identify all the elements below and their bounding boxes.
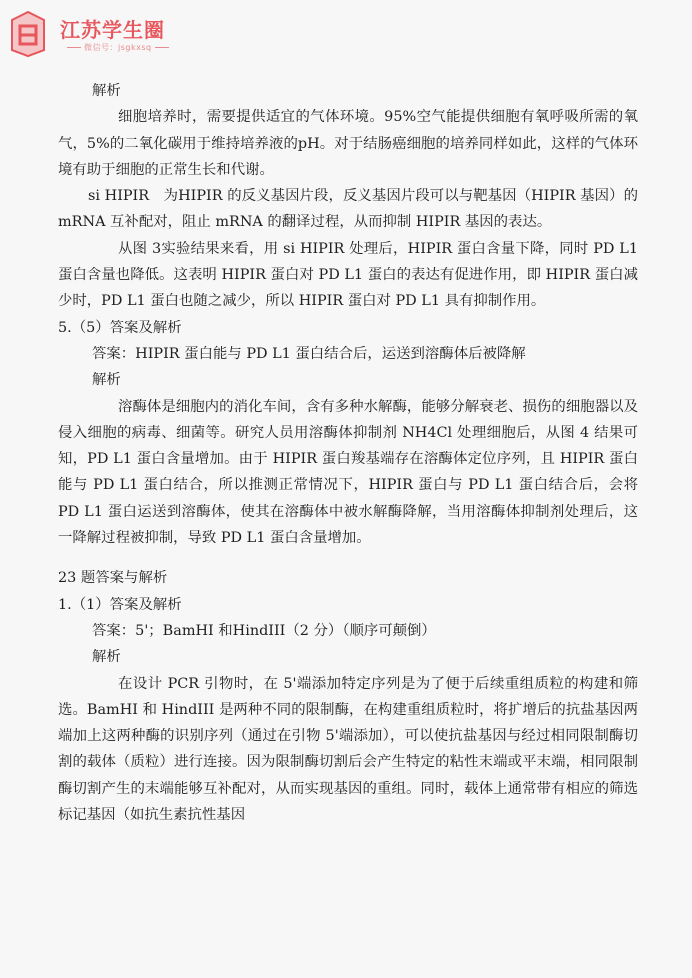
heading-analysis-5: 解析 [92, 372, 121, 389]
answer-1: 答案：5'；BamHI 和HindIII（2 分）（顺序可颠倒） [92, 622, 436, 639]
paragraph-pcr-primer: 在设计 PCR 引物时，在 5'端添加特定序列是为了便于后续重组质粒的构建和筛选。BamHI 和 HindIII 是两种不同的限制酶，在构建重组质粒时，将扩增后的抗盐基因两端加上这两种酶的识别序列（通过在引物 5'端添加），可以使抗盐基因与经过相同限制酶切割的载体（质粒）进行连接。因为限制酶切割后会产生特定的粘性末端或平末端，相同限制酶切割产生的末端能够互补配对，从而实现基因的重组。同时，载体上通常带有相应的筛选标记基因（如抗生素抗性基因 [58, 675, 638, 824]
watermark-subtitle-text: 微信号：jsgkxsq [84, 43, 152, 52]
item-1-heading: 1.（1）答案及解析 [58, 596, 182, 613]
item-5-heading: 5.（5）答案及解析 [58, 319, 182, 336]
answer-5: 答案：HIPIR 蛋白能与 PD L1 蛋白结合后，运送到溶酶体后被降解 [92, 345, 526, 362]
watermark-logo-icon [8, 10, 48, 58]
paragraph-figure3: 从图 3实验结果来看，用 si HIPIR 处理后，HIPIR 蛋白含量下降，同时 PD L1 蛋白含量也降低。这表明 HIPIR 蛋白对 PD L1 蛋白的表达有促进作用，即 HIPIR 蛋白减少时，PD L1 蛋白也随之减少，所以 HIPIR 蛋白对 PD L1 具有抑制作用。 [58, 240, 638, 310]
heading-analysis: 解析 [92, 83, 121, 99]
paragraph-gas-environment: 细胞培养时，需要提供适宜的气体环境。95%空气能提供细胞有氧呼吸所需的氧气，5%的二氧化碳用于维持培养液的pH。对于结肠癌细胞的培养同样如此，这样的气体环境有助于细胞的正常生长和代谢。 [58, 109, 638, 178]
watermark-title: 江苏学生圈 [60, 18, 165, 42]
watermark-logo-block [4, 4, 194, 64]
watermark-subtitle [64, 42, 172, 53]
heading-analysis-1: 解析 [92, 649, 121, 666]
document-body [58, 78, 638, 828]
paragraph-antisense: si HIPIR 为HIPIR 的反义基因片段，反义基因片段可以与靶基因（HIPIR 基因）的 mRNA 互补配对，阻止 mRNA 的翻译过程，从而抑制 HIPIR 基因的表达。 [58, 188, 638, 231]
paragraph-lysosome: 溶酶体是细胞内的消化车间，含有多种水解酶，能够分解衰老、损伤的细胞器以及侵入细胞的病毒、细菌等。研究人员用溶酶体抑制剂 NH4Cl 处理细胞后，从图 4 结果可知，PD L1 蛋白含量增加。由于 HIPIR 蛋白羧基端存在溶酶体定位序列，且 HIPIR 蛋白能与 PD L1 蛋白结合，所以推测正常情况下，HIPIR 蛋白与 PD L1 蛋白结合后，会将 PD L1 蛋白运送到溶酶体，使其在溶酶体中被水解酶降解，当用溶酶体抑制剂处理后，这一降解过程被抑制，导致 PD L1 蛋白含量增加。 [58, 398, 638, 547]
section-23-heading: 23 题答案与解析 [58, 570, 168, 587]
